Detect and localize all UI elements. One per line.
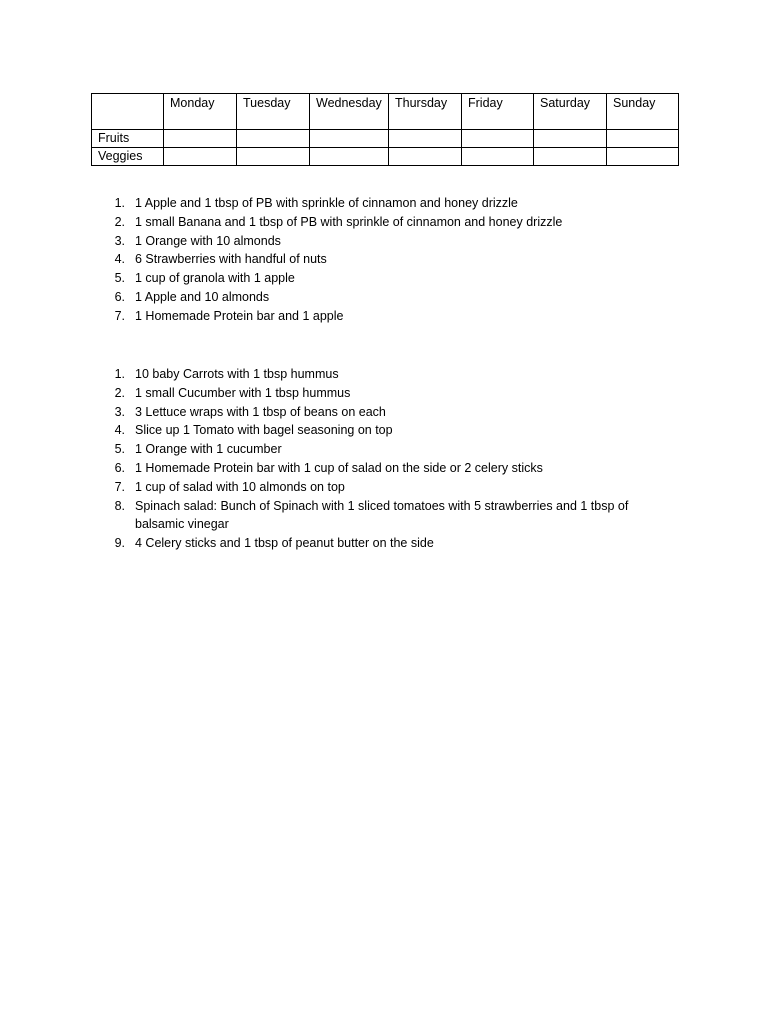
list-item (110, 213, 670, 232)
list-item-text: 1 Apple and 10 almonds (135, 289, 270, 304)
table-cell[interactable] (389, 148, 462, 166)
list-item-text: 1 Homemade Protein bar with 1 cup of salad on the side or 2 celery sticks (135, 460, 543, 475)
list-item-text: 1 cup of salad with 10 almonds on top (135, 479, 345, 494)
list-item-text: Spinach salad: Bunch of Spinach with 1 sliced tomatoes with 5 strawberries and 1 tbsp of balsamic vinegar (135, 498, 629, 532)
list-item (110, 269, 670, 288)
table-cell[interactable] (607, 148, 679, 166)
list-item (110, 288, 670, 307)
list-item (110, 232, 670, 251)
list-item-text: Slice up 1 Tomato with bagel seasoning on top (135, 423, 393, 438)
table-cell[interactable] (310, 148, 389, 166)
list-item-text: 1 Apple and 1 tbsp of PB with sprinkle of cinnamon and honey drizzle (135, 196, 518, 210)
list-number: 4. (114, 252, 125, 267)
fruit-snack-list (110, 194, 670, 326)
day-header-sunday: Sunday (607, 94, 679, 130)
list-item-text: 1 small Banana and 1 tbsp of PB with sprinkle of cinnamon and honey drizzle (135, 214, 563, 229)
list-item (110, 421, 670, 440)
table-cell[interactable] (237, 130, 310, 148)
list-item (110, 194, 670, 213)
list-number: 5. (114, 442, 125, 457)
list-item (110, 403, 670, 422)
table-cell[interactable] (237, 148, 310, 166)
list-number: 1. (114, 196, 125, 210)
list-number: 8. (114, 498, 125, 513)
list-item-text: 6 Strawberries with handful of nuts (135, 252, 327, 267)
list-item (110, 478, 670, 497)
list-item-text: 10 baby Carrots with 1 tbsp hummus (135, 367, 339, 381)
list-number: 3. (114, 233, 125, 248)
list-item (110, 497, 670, 535)
table-cell[interactable] (310, 130, 389, 148)
day-header-friday: Friday (462, 94, 534, 130)
day-header-thursday: Thursday (389, 94, 462, 130)
list-number: 7. (114, 308, 125, 323)
list-number: 6. (114, 289, 125, 304)
list-number: 7. (114, 479, 125, 494)
day-header-saturday: Saturday (534, 94, 607, 130)
list-number: 3. (114, 404, 125, 419)
weekly-planner-table (91, 93, 679, 166)
day-header-monday: Monday (164, 94, 237, 130)
day-header-wednesday: Wednesday (310, 94, 389, 130)
table-row-fruits (92, 130, 679, 148)
list-number: 4. (114, 423, 125, 438)
table-cell[interactable] (607, 130, 679, 148)
list-item (110, 250, 670, 269)
list-item-text: 1 cup of granola with 1 apple (135, 271, 295, 286)
veggie-snack-list (110, 365, 670, 553)
table-cell[interactable] (462, 148, 534, 166)
list-item (110, 440, 670, 459)
list-number: 9. (114, 536, 125, 551)
list-number: 6. (114, 460, 125, 475)
list-item-text: 1 Homemade Protein bar and 1 apple (135, 308, 344, 323)
row-label-fruits: Fruits (92, 130, 164, 148)
list-item (110, 384, 670, 403)
list-number: 2. (114, 385, 125, 400)
table-row-veggies (92, 148, 679, 166)
list-item (110, 365, 670, 384)
list-number: 5. (114, 271, 125, 286)
list-item-text: 1 Orange with 10 almonds (135, 233, 281, 248)
list-number: 2. (114, 214, 125, 229)
list-item (110, 307, 670, 326)
list-number: 1. (114, 367, 125, 381)
table-cell[interactable] (462, 130, 534, 148)
list-item (110, 459, 670, 478)
day-header-tuesday: Tuesday (237, 94, 310, 130)
list-item-text: 4 Celery sticks and 1 tbsp of peanut butter on the side (135, 536, 434, 551)
table-corner-cell (92, 94, 164, 130)
table-cell[interactable] (534, 148, 607, 166)
table-header-row (92, 94, 679, 130)
list-item-text: 1 Orange with 1 cucumber (135, 442, 282, 457)
table-cell[interactable] (534, 130, 607, 148)
list-item (110, 534, 670, 553)
table-cell[interactable] (389, 130, 462, 148)
table-cell[interactable] (164, 148, 237, 166)
list-item-text: 1 small Cucumber with 1 tbsp hummus (135, 385, 351, 400)
row-label-veggies: Veggies (92, 148, 164, 166)
list-item-text: 3 Lettuce wraps with 1 tbsp of beans on each (135, 404, 386, 419)
table-cell[interactable] (164, 130, 237, 148)
